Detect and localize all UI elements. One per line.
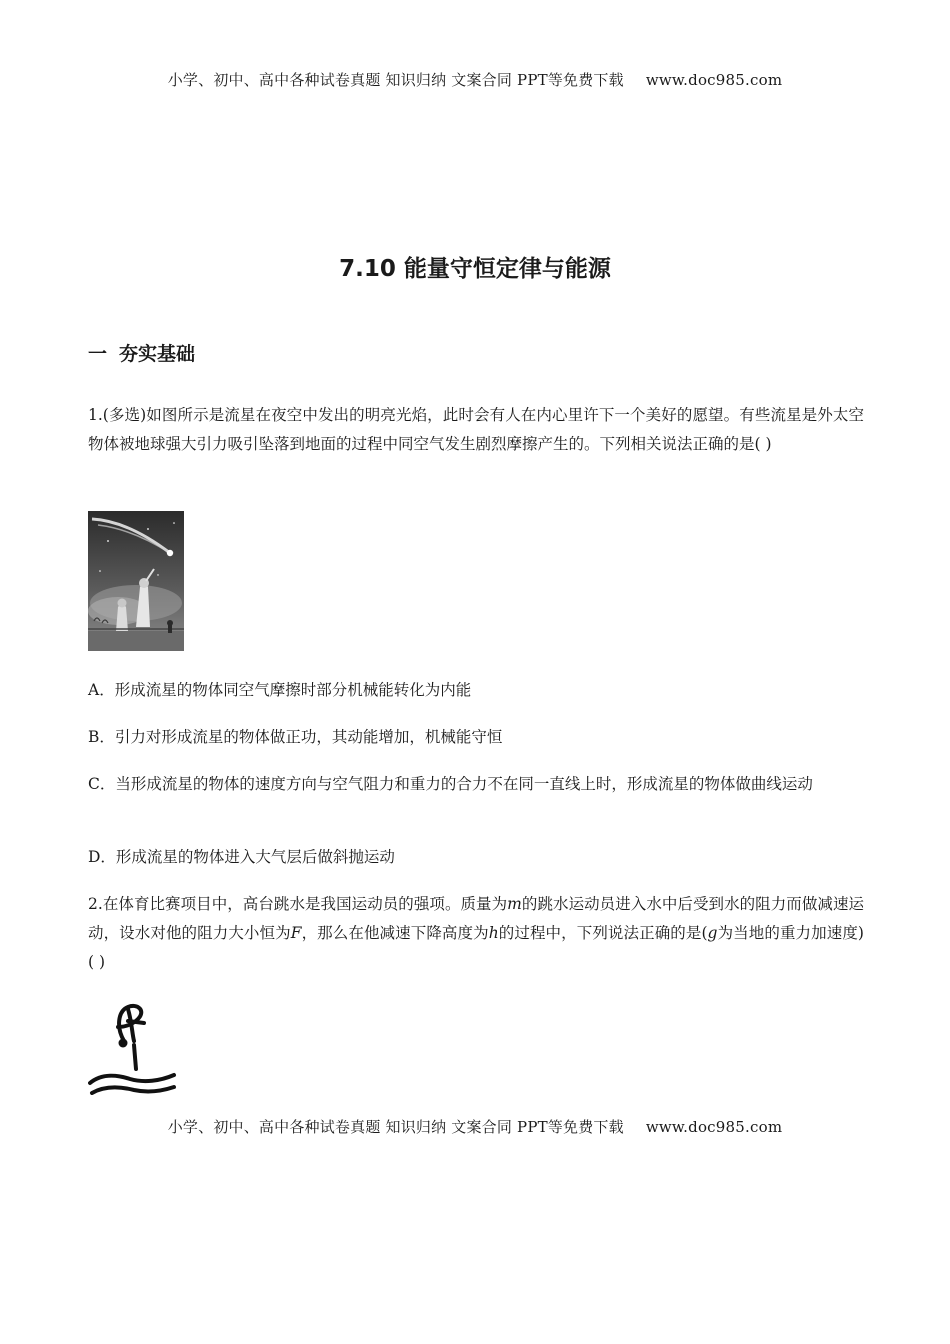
- page-footer: [0, 1116, 950, 1137]
- var-F: F: [290, 924, 302, 942]
- question-1-option-a: A．形成流星的物体同空气摩擦时部分机械能转化为内能: [88, 681, 472, 699]
- question-1-stem: 1.(多选)如图所示是流星在夜空中发出的明亮光焰，此时会有人在内心里许下一个美好的愿望。有些流星是外太空物体被地球强大引力吸引坠落到地面的过程中同空气发生剧烈摩擦产生的。下列相关说法正确的是( ): [88, 406, 864, 453]
- var-g: g: [707, 924, 718, 942]
- q2-text-5: 为当地的重力加速度)( ): [88, 924, 864, 971]
- diver-sketch-image: [88, 1001, 178, 1095]
- q2-text-3: ，那么在他减速下降高度为: [301, 924, 489, 942]
- header-site-link[interactable]: www.doc985.com: [645, 71, 783, 89]
- footer-site-link[interactable]: www.doc985.com: [645, 1118, 783, 1136]
- question-1-option-d: D．形成流星的物体进入大气层后做斜抛运动: [88, 848, 395, 866]
- section-title: 夯实基础: [119, 343, 196, 365]
- question-1-option-b: B．引力对形成流星的物体做正功，其动能增加，机械能守恒: [88, 728, 503, 746]
- page-header: [0, 69, 950, 90]
- footer-text: 小学、初中、高中各种试卷真题 知识归纳 文案合同 PPT等免费下载: [167, 1118, 624, 1136]
- header-text: 小学、初中、高中各种试卷真题 知识归纳 文案合同 PPT等免费下载: [167, 71, 624, 89]
- q2-text-4: 的过程中，下列说法正确的是(: [498, 924, 708, 942]
- q2-text-2: 的跳水运动员进入水中后受到水的阻力而做减速运动，设水对他的阻力大小恒为: [88, 895, 864, 942]
- meteor-night-sky-image: [88, 511, 184, 651]
- page-title: 7.10 能量守恒定律与能源: [339, 256, 611, 282]
- section-heading: [88, 339, 195, 366]
- question-2-stem: [88, 890, 864, 977]
- q2-text-1: 2.在体育比赛项目中，高台跳水是我国运动员的强项。质量为: [88, 895, 508, 913]
- question-1-option-c: C．当形成流星的物体的速度方向与空气阻力和重力的合力不在同一直线上时，形成流星的物体做曲线运动: [88, 775, 813, 793]
- section-number: 一: [88, 343, 108, 365]
- var-h: h: [488, 924, 499, 942]
- var-m: m: [507, 895, 522, 913]
